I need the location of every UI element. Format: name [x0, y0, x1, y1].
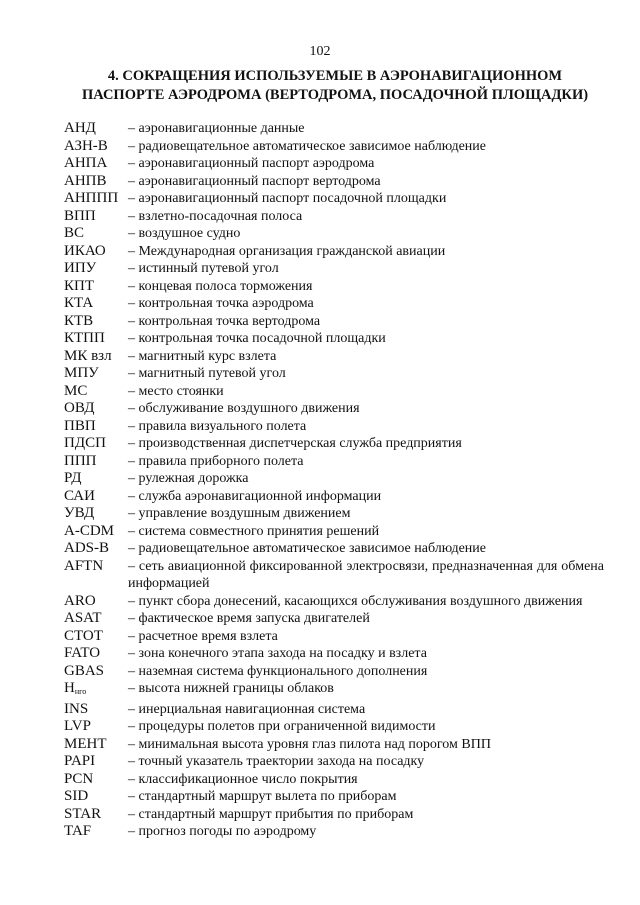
abbreviation-definition: – правила визуального полета — [128, 418, 307, 434]
abbreviation-term — [64, 365, 128, 383]
abbreviation-entry — [64, 771, 604, 789]
abbreviation-term — [64, 348, 128, 366]
abbreviation-entry — [64, 138, 604, 156]
abbreviation-term-text: LVP — [64, 718, 91, 734]
abbreviation-term-text: АНД — [64, 120, 96, 136]
abbreviation-definition: – контрольная точка аэродрома — [128, 296, 314, 311]
abbreviation-term — [64, 243, 128, 261]
abbreviation-term-text: ПДСП — [64, 435, 106, 451]
abbreviation-term — [64, 628, 128, 646]
abbreviation-entry — [64, 120, 604, 138]
abbreviation-term — [64, 823, 128, 841]
abbreviation-entry — [64, 663, 604, 681]
abbreviation-term-text: ИКАО — [64, 242, 106, 259]
abbreviation-entry — [64, 645, 604, 663]
abbreviation-definition: – аэронавигационный паспорт вертодрома — [128, 173, 381, 189]
abbreviation-definition: – стандартный маршрут вылета по приборам — [128, 789, 397, 804]
abbreviation-entry — [64, 540, 604, 558]
abbreviation-definition: – высота нижней границы облаков — [128, 681, 334, 696]
abbreviation-definition: – управление воздушным движением — [128, 506, 351, 521]
abbreviation-definition: – место стоянки — [128, 383, 224, 399]
abbreviation-definition: – минимальная высота уровня глаз пилота над порогом ВПП — [128, 736, 491, 752]
abbreviation-term — [64, 736, 128, 754]
abbreviation-entry — [64, 313, 604, 331]
abbreviation-term — [64, 225, 128, 243]
abbreviation-definition: – аэронавигационные данные — [128, 121, 305, 136]
abbreviation-entry — [64, 348, 604, 366]
abbreviation-term — [64, 453, 128, 471]
abbreviation-term-text: АНПВ — [64, 172, 107, 189]
abbreviation-term-text: ОВД — [64, 400, 95, 416]
abbreviation-definition: – сеть авиационной фиксированной электросвязи, предназначенная для обмена информацией — [128, 558, 604, 591]
abbreviation-term-text: PCN — [64, 770, 94, 787]
abbreviation-term — [64, 190, 128, 208]
abbreviation-term-text: ARO — [64, 592, 96, 609]
abbreviation-definition: – инерциальная навигационная система — [128, 701, 366, 717]
abbreviation-term-text: PAPI — [64, 753, 96, 769]
abbreviation-term-text: САИ — [64, 487, 95, 504]
abbreviation-term — [64, 771, 128, 789]
abbreviation-definition: – аэронавигационный паспорт посадочной площадки — [128, 191, 447, 206]
abbreviation-definition: – зона конечного этапа захода на посадку и взлета — [128, 646, 427, 661]
abbreviation-term — [64, 663, 128, 681]
abbreviation-term-text: ПВП — [64, 417, 96, 434]
abbreviation-term — [64, 488, 128, 506]
abbreviation-entry — [64, 383, 604, 401]
abbreviation-definition: – точный указатель траектории захода на посадку — [128, 754, 425, 769]
abbreviation-term — [64, 701, 128, 719]
abbreviation-term-text: УВД — [64, 505, 95, 521]
abbreviation-entry — [64, 243, 604, 261]
abbreviation-term — [64, 470, 128, 488]
abbreviation-definition: – расчетное время взлета — [128, 628, 278, 644]
abbreviation-term-text: МС — [64, 382, 88, 399]
abbreviation-definition: – взлетно-посадочная полоса — [128, 208, 303, 224]
abbreviation-term-text: КТВ — [64, 312, 94, 329]
abbreviation-entry — [64, 788, 604, 806]
abbreviation-term — [64, 173, 128, 191]
abbreviation-term-text: ADS-B — [64, 540, 110, 556]
abbreviation-term-text: STAR — [64, 805, 102, 822]
abbreviation-definition: – система совместного принятия решений — [128, 523, 380, 539]
abbreviation-term-text: MEHT — [64, 735, 107, 752]
abbreviation-entry — [64, 208, 604, 226]
abbreviation-entry — [64, 435, 604, 453]
abbreviation-entry — [64, 278, 604, 296]
abbreviation-term-text: TAF — [64, 823, 92, 839]
abbreviation-term-text: МК взл — [64, 347, 112, 364]
abbreviation-definition: – правила приборного полета — [128, 453, 304, 469]
abbreviation-term — [64, 523, 128, 541]
abbreviation-entry — [64, 155, 604, 173]
abbreviation-definition: – пункт сбора донесений, касающихся обслуживания воздушного движения — [128, 593, 583, 609]
abbreviation-definition: – воздушное судно — [128, 226, 241, 241]
abbreviation-term — [64, 435, 128, 453]
abbreviation-term-text: A-CDM — [64, 522, 115, 539]
abbreviation-list — [64, 120, 604, 841]
abbreviation-term — [64, 313, 128, 331]
section-title — [70, 67, 600, 105]
abbreviation-entry — [64, 593, 604, 611]
abbreviation-term — [64, 558, 128, 576]
abbreviation-term-text: AFTN — [64, 557, 104, 574]
abbreviation-term — [64, 610, 128, 628]
abbreviation-term — [64, 505, 128, 523]
abbreviation-term — [64, 330, 128, 348]
abbreviation-definition: – аэронавигационный паспорт аэродрома — [128, 156, 375, 171]
abbreviation-definition: – классификационное число покрытия — [128, 771, 358, 787]
abbreviation-definition: – стандартный маршрут прибытия по приборам — [128, 806, 414, 822]
abbreviation-term — [64, 680, 128, 701]
abbreviation-term-text: H — [64, 680, 75, 696]
abbreviation-entry — [64, 806, 604, 824]
abbreviation-term-text: ВС — [64, 225, 85, 241]
abbreviation-definition: – прогноз погоды по аэродрому — [128, 824, 317, 839]
abbreviation-definition: – контрольная точка посадочной площадки — [128, 331, 386, 346]
abbreviation-entry — [64, 680, 604, 701]
abbreviation-entry — [64, 523, 604, 541]
abbreviation-definition: – служба аэронавигационной информации — [128, 488, 382, 504]
abbreviation-entry — [64, 736, 604, 754]
abbreviation-entry — [64, 418, 604, 436]
abbreviation-term — [64, 593, 128, 611]
abbreviation-entry — [64, 225, 604, 243]
abbreviation-term-text: КПТ — [64, 277, 94, 294]
abbreviation-term-text: РД — [64, 470, 82, 486]
abbreviation-term-text: INS — [64, 700, 89, 717]
abbreviation-entry — [64, 823, 604, 841]
abbreviation-definition: – радиовещательное автоматическое зависимое наблюдение — [128, 541, 486, 556]
abbreviation-term — [64, 806, 128, 824]
abbreviation-definition: – обслуживание воздушного движения — [128, 401, 360, 416]
abbreviation-term-text: АЗН-В — [64, 137, 108, 154]
abbreviation-term-text: ИПУ — [64, 260, 97, 276]
abbreviation-entry — [64, 753, 604, 771]
abbreviation-definition: – истинный путевой угол — [128, 261, 279, 276]
abbreviation-term — [64, 278, 128, 296]
section-title-line-2: ПАСПОРТЕ АЭРОДРОМА (ВЕРТОДРОМА, ПОСАДОЧНОЙ ПЛОЩАДКИ) — [81, 87, 589, 103]
page-number: 102 — [309, 44, 331, 59]
abbreviation-term — [64, 155, 128, 173]
abbreviation-entry — [64, 488, 604, 506]
abbreviation-definition: – рулежная дорожка — [128, 471, 249, 486]
abbreviation-entry — [64, 558, 604, 593]
abbreviation-definition: – магнитный курс взлета — [128, 348, 277, 364]
abbreviation-definition: – Международная организация гражданской авиации — [128, 243, 446, 259]
abbreviation-term — [64, 208, 128, 226]
abbreviation-definition: – концевая полоса торможения — [128, 278, 313, 294]
abbreviation-term-text: АНППП — [64, 190, 119, 206]
abbreviation-subscript: нго — [74, 687, 87, 696]
abbreviation-term-text: GBAS — [64, 662, 105, 679]
abbreviation-term — [64, 383, 128, 401]
abbreviation-entry — [64, 610, 604, 628]
abbreviation-term-text: МПУ — [64, 365, 99, 381]
abbreviation-term — [64, 753, 128, 771]
abbreviation-term-text: FATO — [64, 645, 101, 661]
abbreviation-definition: – контрольная точка вертодрома — [128, 313, 321, 329]
abbreviation-entry — [64, 718, 604, 736]
abbreviation-term — [64, 788, 128, 806]
abbreviation-entry — [64, 400, 604, 418]
abbreviation-term — [64, 400, 128, 418]
abbreviation-entry — [64, 260, 604, 278]
abbreviation-term-text: SID — [64, 788, 89, 804]
abbreviation-entry — [64, 453, 604, 471]
abbreviation-entry — [64, 505, 604, 523]
abbreviation-term-text: ППП — [64, 452, 97, 469]
abbreviation-term — [64, 418, 128, 436]
abbreviation-definition: – магнитный путевой угол — [128, 366, 286, 381]
abbreviation-entry — [64, 470, 604, 488]
abbreviation-term-text: АНПА — [64, 155, 108, 171]
abbreviation-entry — [64, 365, 604, 383]
abbreviation-definition: – фактическое время запуска двигателей — [128, 611, 370, 626]
abbreviation-term-text: CTOT — [64, 627, 103, 644]
abbreviation-entry — [64, 190, 604, 208]
abbreviation-entry — [64, 295, 604, 313]
abbreviation-term — [64, 138, 128, 156]
abbreviation-term — [64, 718, 128, 736]
abbreviation-definition: – радиовещательное автоматическое зависимое наблюдение — [128, 138, 486, 154]
abbreviation-entry — [64, 628, 604, 646]
abbreviation-term — [64, 540, 128, 558]
abbreviation-definition: – производственная диспетчерская служба предприятия — [128, 436, 462, 451]
abbreviation-definition: – наземная система функционального дополнения — [128, 663, 428, 679]
abbreviation-term-text: ASAT — [64, 610, 102, 626]
abbreviation-entry — [64, 330, 604, 348]
abbreviation-term — [64, 260, 128, 278]
section-title-line-1: 4. СОКРАЩЕНИЯ ИСПОЛЬЗУЕМЫЕ В АЭРОНАВИГАЦИОННОМ — [107, 68, 563, 84]
abbreviation-term — [64, 120, 128, 138]
abbreviation-term-text: КТА — [64, 295, 94, 311]
abbreviation-term — [64, 645, 128, 663]
abbreviation-term-text: КТПП — [64, 330, 105, 346]
abbreviation-term — [64, 295, 128, 313]
abbreviation-definition: – процедуры полетов при ограниченной видимости — [128, 719, 436, 734]
abbreviation-entry — [64, 173, 604, 191]
abbreviation-term-text: ВПП — [64, 207, 96, 224]
abbreviation-entry — [64, 701, 604, 719]
